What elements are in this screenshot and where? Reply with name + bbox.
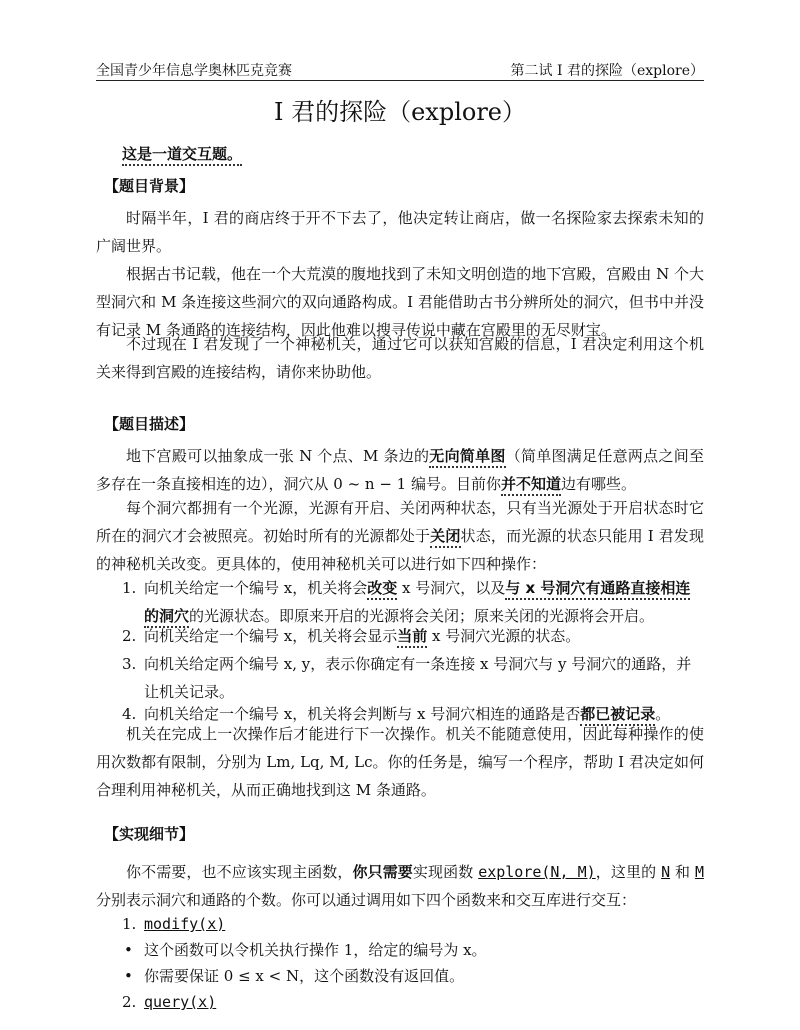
background-paragraph-3: 不过现在 I 君发现了一个神秘机关，通过它可以获知宫殿的信息，I 君决定利用这个机关来得到宫殿的连接结构，请你来协助他。 bbox=[96, 335, 704, 381]
text-run: 地下宫殿可以抽象成一张 N 个点、M 条边的 bbox=[126, 447, 430, 465]
query-function-code: query(x) bbox=[144, 993, 217, 1011]
bullet-icon: • bbox=[124, 941, 133, 959]
explore-function-code: explore(N, M) bbox=[478, 863, 596, 881]
text-run: 和 bbox=[670, 863, 695, 881]
emphasis-only-need: 你只需要 bbox=[352, 863, 413, 881]
intro-line bbox=[122, 140, 730, 168]
code-n: N bbox=[661, 863, 671, 881]
text-run: 状态，而光源的状态只能用 I 君发现的神秘机关改变。更具体的，使用神秘机关可以进行如下四种操作： bbox=[96, 527, 704, 573]
operation-3-text: 向机关给定两个编号 x, y，表示你确定有一条连接 x 号洞穴与 y 号洞穴的通路，并让机关记录。 bbox=[144, 655, 692, 701]
description-paragraph-2 bbox=[96, 494, 704, 578]
text-run: x 号洞穴，以及 bbox=[397, 579, 506, 597]
text-run: 分别表示洞穴和通路的个数。你可以通过调用如下四个函数来和交互库进行交互： bbox=[96, 891, 637, 909]
bullet-icon: • bbox=[124, 967, 133, 985]
text-run: 。 bbox=[655, 705, 671, 723]
list-number: 2. bbox=[122, 993, 137, 1011]
bullet-text: 这个函数可以令机关执行操作 1，给定的编号为 x。 bbox=[144, 941, 487, 959]
text-run: 实现函数 bbox=[412, 863, 479, 881]
bullet-text: 你需要保证 0 ≤ x < N，这个函数没有返回值。 bbox=[144, 967, 465, 985]
list-number: 4. bbox=[122, 705, 137, 723]
operation-2-text bbox=[144, 622, 704, 650]
text-run: 你不需要，也不应该实现主函数， bbox=[126, 863, 353, 881]
header-left: 全国青少年信息学奥林匹克竞赛 bbox=[96, 63, 292, 79]
impl-heading: 【实现细节】 bbox=[104, 825, 195, 843]
header-right: 第二试 I 君的探险（explore） bbox=[510, 63, 704, 79]
text-run: 向机关给定一个编号 x，机关将会判断与 x 号洞穴相连的通路是否 bbox=[144, 705, 581, 723]
list-number: 1. bbox=[122, 579, 137, 597]
code-m: M bbox=[694, 863, 704, 881]
background-paragraph-1: 时隔半年，I 君的商店终于开不下去了，他决定转让商店，做一名探险家去探索未知的广阔世界。 bbox=[96, 209, 704, 255]
text-run: 的光源状态。即原来开启的光源将会关闭；原来关闭的光源将会开启。 bbox=[189, 607, 655, 625]
impl-paragraph-1 bbox=[96, 858, 704, 914]
emphasis-change: 改变 bbox=[367, 579, 397, 600]
text-run: 向机关给定一个编号 x，机关将会显示 bbox=[144, 627, 398, 645]
background-paragraph-2: 根据古书记载，他在一个大荒漠的腹地找到了未知文明创造的地下宫殿，宫殿由 N 个大型洞穴和 M 条连接这些洞穴的双向通路构成。I 君能借助古书分辨所处的洞穴，但书中并没有记录 M 条通路的连接结构，因此他难以搜寻传说中藏在宫殿里的无尽财宝。 bbox=[96, 265, 704, 339]
list-number: 3. bbox=[122, 655, 137, 673]
text-run: 边有哪些。 bbox=[561, 475, 637, 493]
emphasis-off: 关闭 bbox=[430, 527, 460, 548]
emphasis-adjacent: 与 x 号洞穴有通路直接相连的洞穴 bbox=[144, 579, 690, 628]
text-run: x 号洞穴光源的状态。 bbox=[427, 627, 581, 645]
emphasis-undirected-graph: 无向简单图 bbox=[429, 447, 505, 468]
modify-function-code: modify(x) bbox=[144, 915, 226, 933]
description-heading: 【题目描述】 bbox=[104, 415, 195, 433]
page-header bbox=[96, 58, 704, 81]
emphasis-unknown: 并不知道 bbox=[501, 475, 561, 496]
text-run: （简单图满足任意两点之间至多存在一条直接相连的边），洞穴从 0 ~ n − 1 编号。目前你 bbox=[96, 447, 704, 493]
emphasis-recorded: 都已被记录 bbox=[580, 705, 655, 726]
text-run: 向机关给定一个编号 x，机关将会 bbox=[144, 579, 368, 597]
text-run: 每个洞穴都拥有一个光源，光源有开启、关闭两种状态，只有当光源处于开启状态时它所在的洞穴才会被照亮。初始时所有的光源都处于 bbox=[96, 499, 704, 545]
list-number: 1. bbox=[122, 915, 137, 933]
background-heading: 【题目背景】 bbox=[104, 177, 195, 195]
page-title: I 君的探险（explore） bbox=[273, 98, 526, 126]
description-paragraph-3: 机关在完成上一次操作后才能进行下一次操作。机关不能随意使用，因此每种操作的使用次数都有限制，分别为 Lm, Lq, M, Lc。你的任务是，编写一个程序，帮助 I 君决定如何合理利用神秘机关，从而正确地找到这 M 条通路。 bbox=[96, 725, 704, 799]
text-run: ，这里的 bbox=[595, 863, 662, 881]
emphasis-current: 当前 bbox=[397, 627, 427, 648]
interactive-notice: 这是一道交互题。 bbox=[122, 145, 242, 166]
description-paragraph-1 bbox=[96, 442, 704, 498]
list-number: 2. bbox=[122, 627, 137, 645]
